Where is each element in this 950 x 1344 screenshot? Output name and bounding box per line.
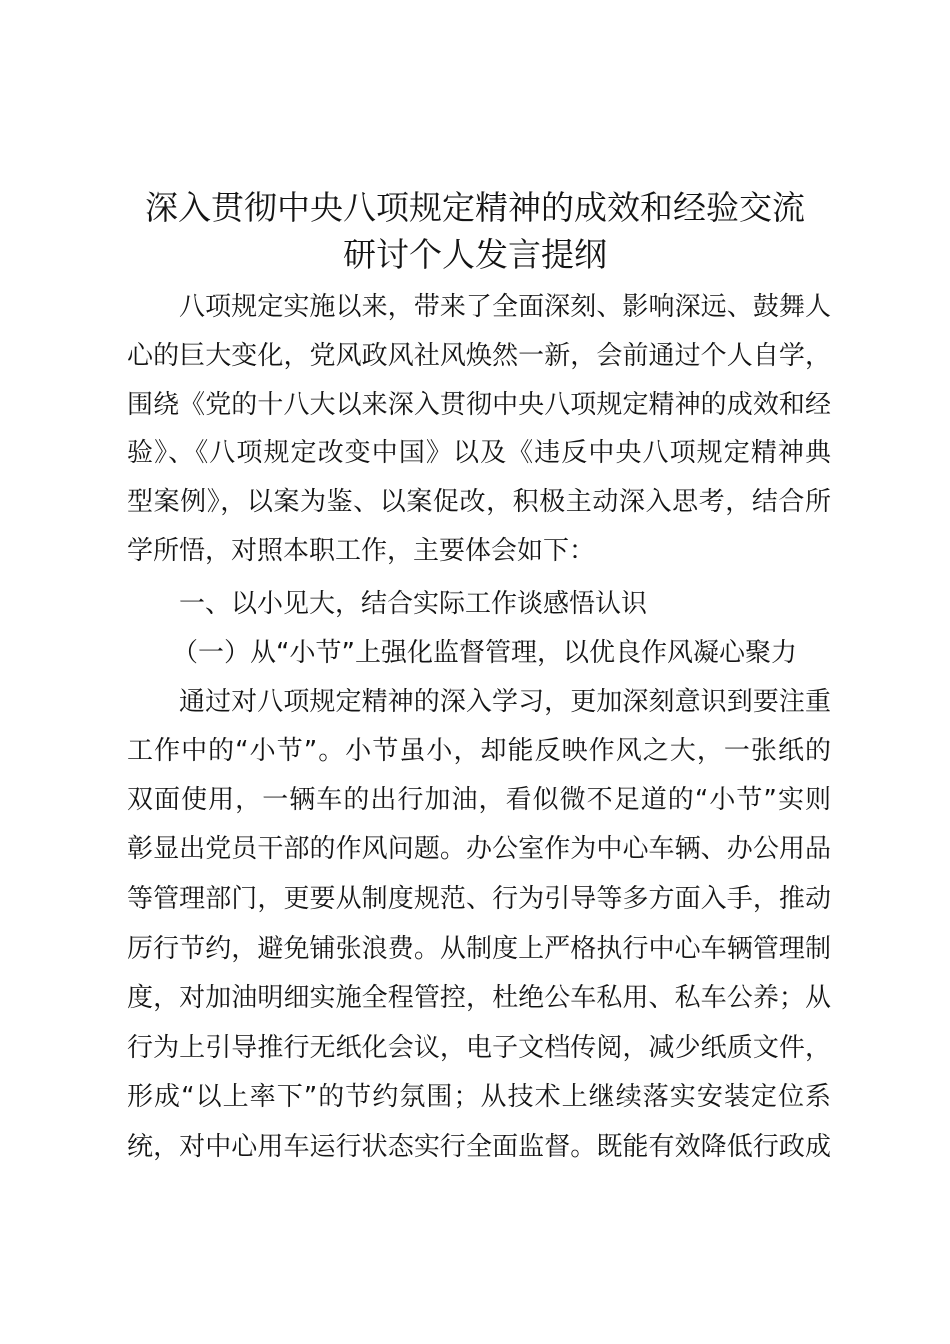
intro-line: 验》、《八项规定改变中国》以及《违反中央八项规定精神典 (127, 438, 831, 468)
section-subheading: （一）从“小节”上强化监督管理，以优良作风凝心聚力 (172, 638, 797, 668)
document-title-line-1: 深入贯彻中央八项规定精神的成效和经验交流 (145, 188, 805, 227)
body-line: 行为上引导推行无纸化会议，电子文档传阅，减少纸质文件， (127, 1033, 831, 1063)
body-line: 厉行节约，避免铺张浪费。从制度上严格执行中心车辆管理制 (127, 934, 831, 964)
section-heading: 一、以小见大，结合实际工作谈感悟认识 (179, 589, 648, 619)
body-line: 形成“以上率下”的节约氛围；从技术上继续落实安装定位系 (127, 1082, 831, 1112)
intro-line: 围绕《党的十八大以来深入贯彻中央八项规定精神的成效和经 (127, 390, 831, 420)
body-line: 统，对中心用车运行状态实行全面监督。既能有效降低行政成 (127, 1132, 831, 1162)
body-line: 彰显出党员干部的作风问题。办公室作为中心车辆、办公用品 (127, 834, 831, 864)
body-line: 等管理部门，更要从制度规范、行为引导等多方面入手，推动 (127, 884, 831, 914)
intro-line: 学所悟，对照本职工作，主要体会如下： (127, 536, 596, 566)
document-title-line-2: 研讨个人发言提纲 (343, 235, 607, 274)
body-line: 度，对加油明细实施全程管控，杜绝公车私用、私车公养；从 (127, 983, 831, 1013)
intro-line: 八项规定实施以来，带来了全面深刻、影响深远、鼓舞人 (179, 292, 831, 322)
intro-line: 型案例》，以案为鉴、以案促改，积极主动深入思考，结合所 (127, 487, 831, 517)
intro-line: 心的巨大变化，党风政风社风焕然一新，会前通过个人自学， (127, 341, 831, 371)
body-line: 双面使用，一辆车的出行加油，看似微不足道的“小节”实则 (127, 785, 831, 815)
body-line: 工作中的“小节”。小节虽小，却能反映作风之大，一张纸的 (127, 736, 831, 766)
body-line: 通过对八项规定精神的深入学习，更加深刻意识到要注重 (179, 687, 831, 717)
